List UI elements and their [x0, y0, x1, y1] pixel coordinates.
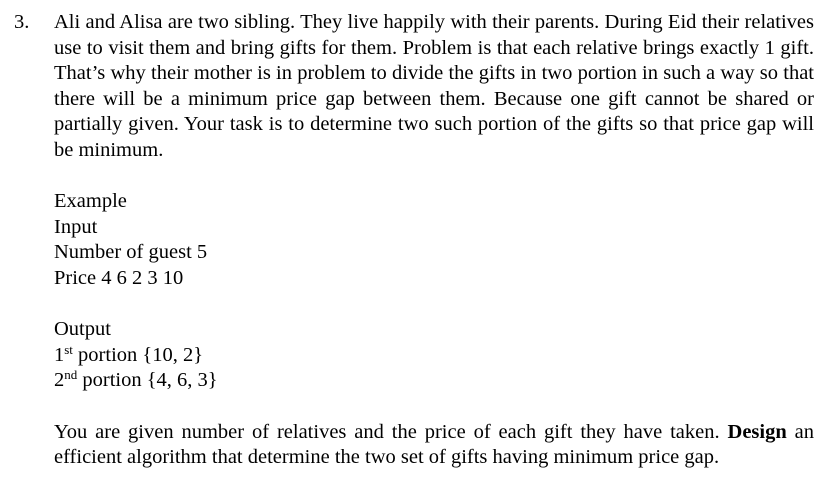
price-line: Price 4 6 2 3 10	[54, 266, 184, 289]
first-portion-text: portion {10, 2}	[72, 343, 204, 366]
problem-3	[14, 10, 814, 471]
second-portion-number: 2	[54, 369, 65, 392]
task-description	[54, 420, 814, 471]
second-portion-line	[54, 368, 814, 394]
guests-line: Number of guest 5	[54, 241, 208, 264]
output-section	[54, 317, 814, 394]
second-portion-text: portion {4, 6, 3}	[77, 369, 218, 392]
first-portion-ordinal: st	[64, 341, 73, 357]
problem-statement: Ali and Alisa are two sibling. They live happily with their parents. During Eid their relatives use to visit them and bring gifts for them. Problem is that each relative brings exactly 1 gift. That’s why their mother is in problem to divide the gifts in two portion in such a way so that there will be a minimum price gap between them. Because one gift cannot be shared or partially given. Your task is to determine two such portion of the gifts so that price gap will be minimum.	[54, 11, 814, 161]
task-suffix: an efficient algorithm that determine the two set of gifts having minimum price gap.	[54, 420, 815, 469]
input-label: Input	[54, 215, 98, 238]
example-heading: Example	[54, 190, 127, 213]
second-portion-ordinal: nd	[64, 367, 78, 383]
example-section	[54, 189, 814, 291]
output-heading: Output	[54, 318, 111, 341]
problem-body	[54, 10, 814, 471]
first-portion-number: 1	[54, 343, 65, 366]
first-portion-line	[54, 343, 814, 369]
task-prefix: You are given number of relatives and the price of each gift they have taken.	[54, 420, 728, 443]
task-bold-word: Design	[727, 420, 787, 443]
problem-number: 3.	[14, 11, 30, 33]
